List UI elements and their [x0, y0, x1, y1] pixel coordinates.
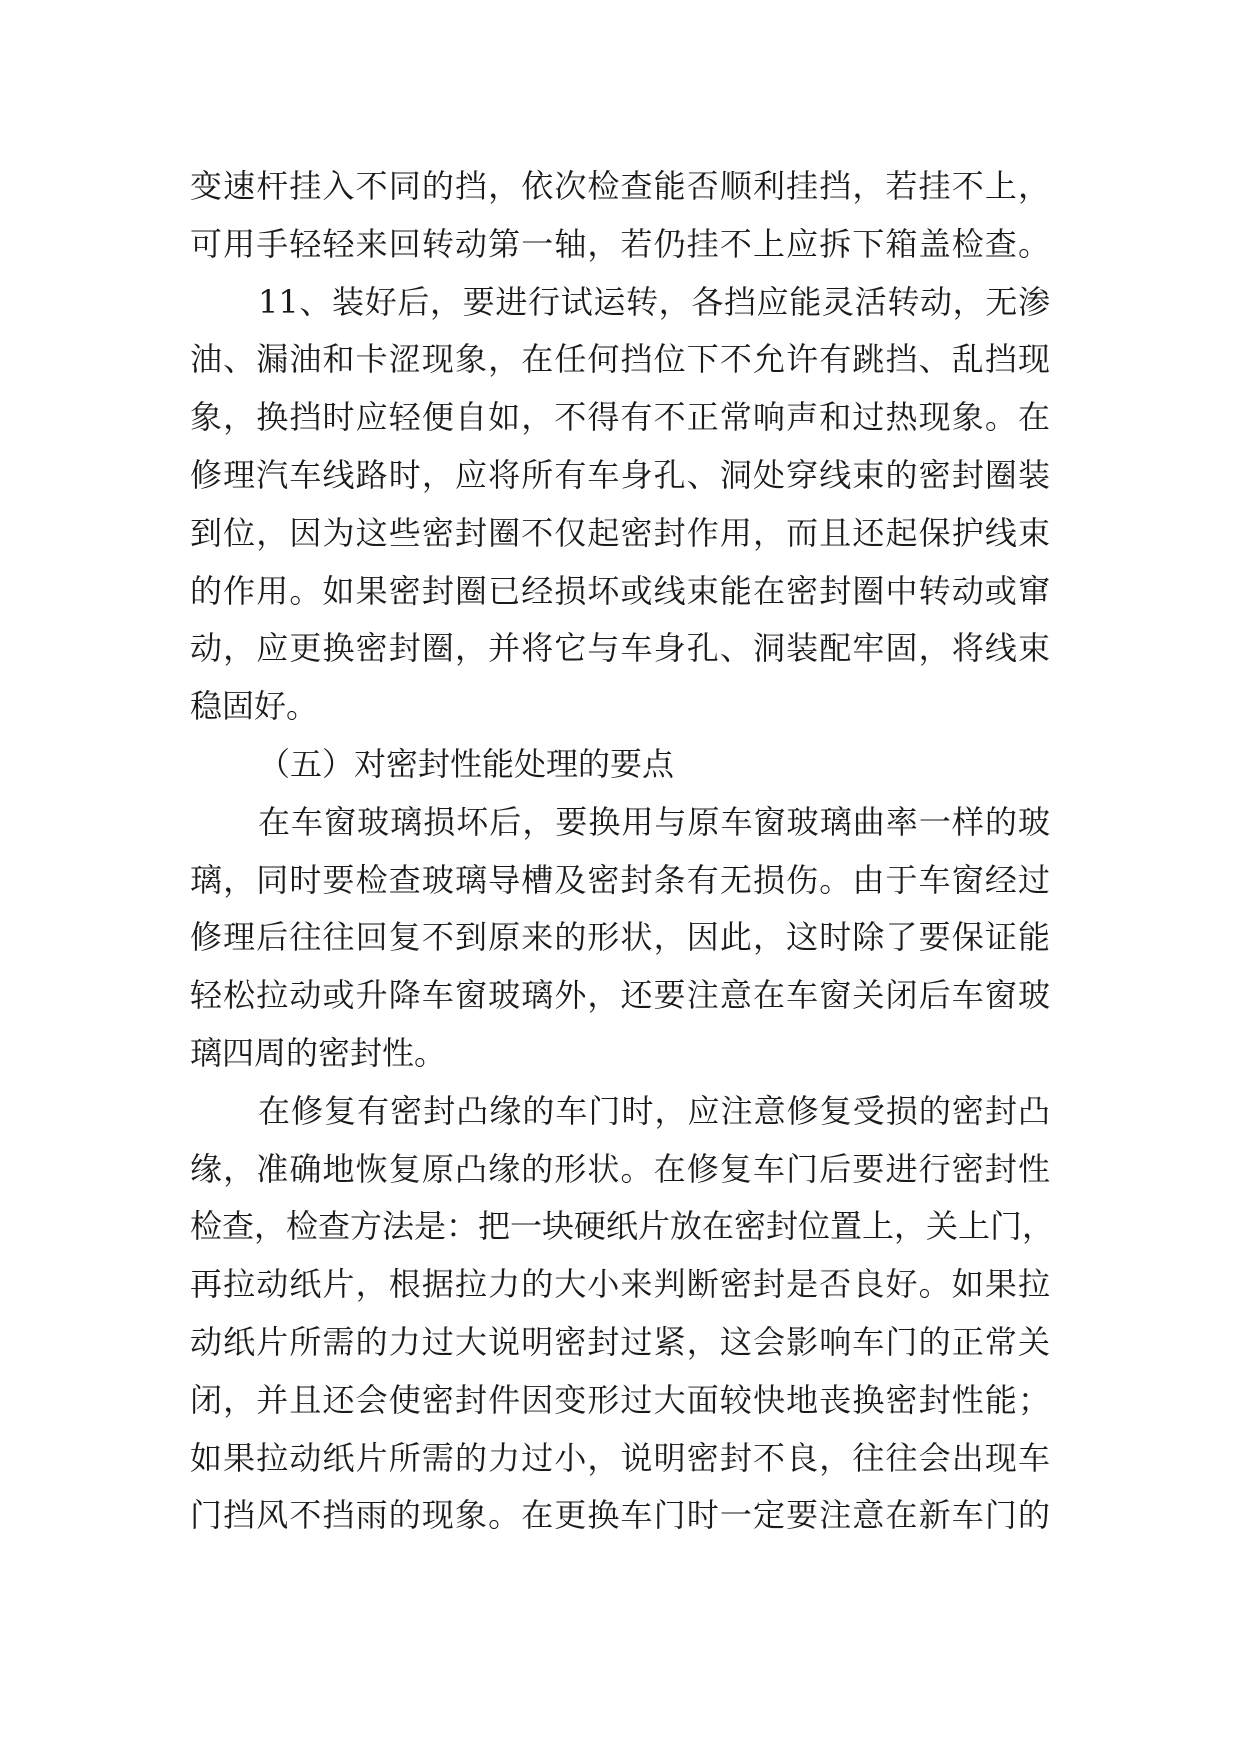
text-line: 11、装好后，要进行试运转，各挡应能灵活转动，无渗: [258, 282, 1050, 321]
text-line: 缘，准确地恢复原凸缘的形状。在修复车门后要进行密封性: [190, 1149, 1050, 1188]
text-line: 如果拉动纸片所需的力过小，说明密封不良，往往会出现车: [190, 1438, 1050, 1477]
body-text: [190, 158, 1055, 1545]
text-line: 象，换挡时应轻便自如，不得有不正常响声和过热现象。在: [190, 398, 1050, 437]
text-line: 到位，因为这些密封圈不仅起密封作用，而且还起保护线束: [190, 513, 1050, 552]
text-line: 门挡风不挡雨的现象。在更换车门时一定要注意在新车门的: [190, 1496, 1050, 1535]
text-line: 的作用。如果密封圈已经损坏或线束能在密封圈中转动或窜: [190, 571, 1050, 610]
text-line: 璃四周的密封性。: [190, 1033, 447, 1072]
text-line: 在车窗玻璃损坏后，要换用与原车窗玻璃曲率一样的玻: [258, 802, 1050, 841]
text-line: 璃，同时要检查玻璃导槽及密封条有无损伤。由于车窗经过: [190, 860, 1050, 899]
text-line: 修理后往往回复不到原来的形状，因此，这时除了要保证能: [190, 918, 1050, 957]
text-line: 轻松拉动或升降车窗玻璃外，还要注意在车窗关闭后车窗玻: [190, 976, 1050, 1015]
text-line: 变速杆挂入不同的挡，依次检查能否顺利挂挡，若挂不上，: [190, 167, 1050, 205]
text-line: 再拉动纸片，根据拉力的大小来判断密封是否良好。如果拉: [190, 1265, 1050, 1304]
text-line: 在修复有密封凸缘的车门时，应注意修复受损的密封凸: [258, 1091, 1050, 1130]
text-line: 检查，检查方法是：把一块硬纸片放在密封位置上，关上门，: [190, 1207, 1055, 1246]
text-line: 闭，并且还会使密封件因变形过大面较快地丧换密封性能；: [190, 1380, 1050, 1419]
text-line: 稳固好。: [190, 687, 319, 726]
text-line: （五）对密封性能处理的要点: [258, 744, 675, 783]
text-line: 动，应更换密封圈，并将它与车身孔、洞装配牢固，将线束: [190, 629, 1050, 668]
text-line: 修理汽车线路时，应将所有车身孔、洞处穿线束的密封圈装: [190, 455, 1050, 494]
text-line: 油、漏油和卡涩现象，在任何挡位下不允许有跳挡、乱挡现: [190, 340, 1050, 379]
text-line: 动纸片所需的力过大说明密封过紧，这会影响车门的正常关: [190, 1322, 1050, 1361]
text-line: 可用手轻轻来回转动第一轴，若仍挂不上应拆下箱盖检查。: [190, 224, 1050, 263]
